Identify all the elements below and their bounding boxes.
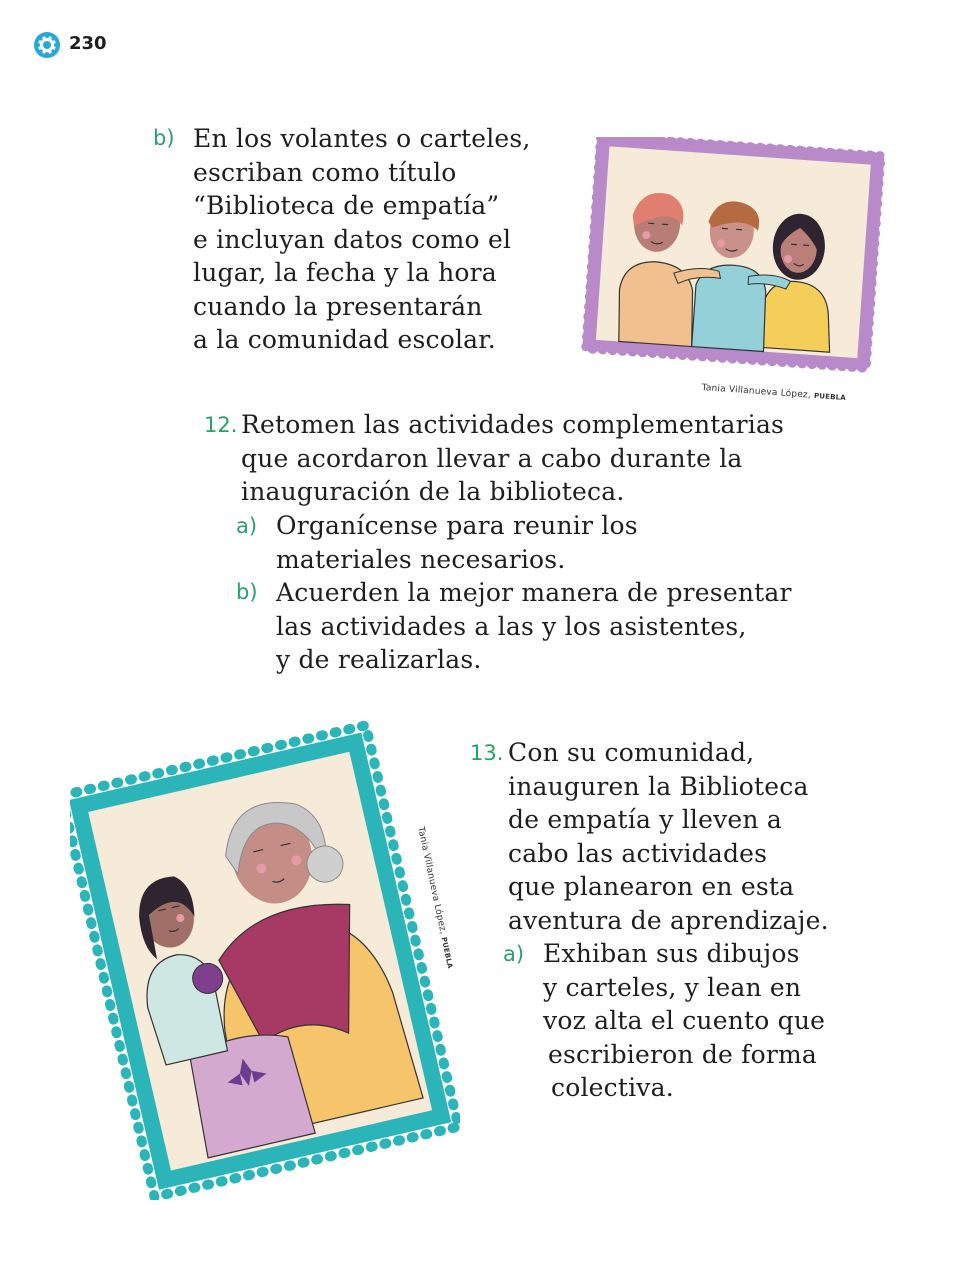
text-line: aventura de aprendizaje.: [508, 905, 829, 935]
text-line: y carteles, y lean en: [543, 972, 802, 1002]
text-line: que planearon en esta: [508, 872, 795, 901]
text-line: inauguren la Biblioteca: [508, 771, 809, 801]
section-b-text: [193, 122, 531, 357]
page-header: [30, 30, 150, 60]
text-line: voz alta el cuento que: [543, 1006, 826, 1035]
text-line: “Biblioteca de empatía”: [193, 191, 500, 220]
list-marker-b: b): [153, 126, 175, 150]
item-13a-text: [543, 937, 825, 1105]
item-12-text: [241, 408, 784, 509]
item-13-text: [508, 736, 829, 937]
text-line: Exhiban sus dibujos: [543, 939, 800, 968]
text-line: que acordaron llevar a cabo durante la: [241, 443, 743, 473]
text-line: de empatía y lleven a: [508, 805, 782, 834]
credit-place: PUEBLA: [439, 936, 455, 970]
text-line: Organícense para reunir los: [276, 511, 638, 540]
list-number-12: 12.: [204, 413, 238, 437]
text-line: Acuerden la mejor manera de presentar: [276, 578, 792, 607]
illustration-credit: [701, 383, 846, 403]
text-line: cabo las actividades: [508, 838, 768, 868]
text-line: escribieron de forma: [548, 1039, 818, 1069]
list-marker-12b: b): [236, 580, 258, 604]
text-line: a la comunidad escolar.: [193, 325, 496, 354]
text-line: materiales necesarios.: [276, 544, 566, 574]
text-line: y de realizarlas.: [276, 645, 482, 674]
credit-name: Tania Villanueva López,: [415, 826, 448, 936]
text-line: lugar, la fecha y la hora: [193, 258, 497, 287]
text-line: En los volantes o carteles,: [193, 124, 531, 153]
list-marker-12a: a): [236, 514, 258, 538]
illustration-grandmother: [70, 720, 460, 1200]
text-line: Con su comunidad,: [508, 738, 755, 767]
page-number: 230: [69, 33, 107, 54]
credit-name: Tania Villanueva López,: [701, 383, 812, 401]
list-marker-13a: a): [503, 942, 525, 966]
credit-place: PUEBLA: [813, 391, 847, 403]
text-line: las actividades a las y los asistentes,: [276, 611, 747, 641]
text-line: inauguración de la biblioteca.: [241, 477, 625, 506]
text-line: colectiva.: [551, 1073, 674, 1102]
text-line: escriban como título: [193, 157, 457, 187]
text-line: Retomen las actividades complementarias: [241, 410, 785, 439]
list-number-13: 13.: [470, 741, 504, 765]
item-12b-text: [276, 576, 792, 677]
text-line: cuando la presentarán: [193, 291, 483, 321]
logo-icon: [32, 30, 62, 60]
illustration-friends: [570, 137, 890, 382]
item-12a-text: [276, 509, 638, 576]
text-line: e incluyan datos como el: [193, 224, 512, 254]
